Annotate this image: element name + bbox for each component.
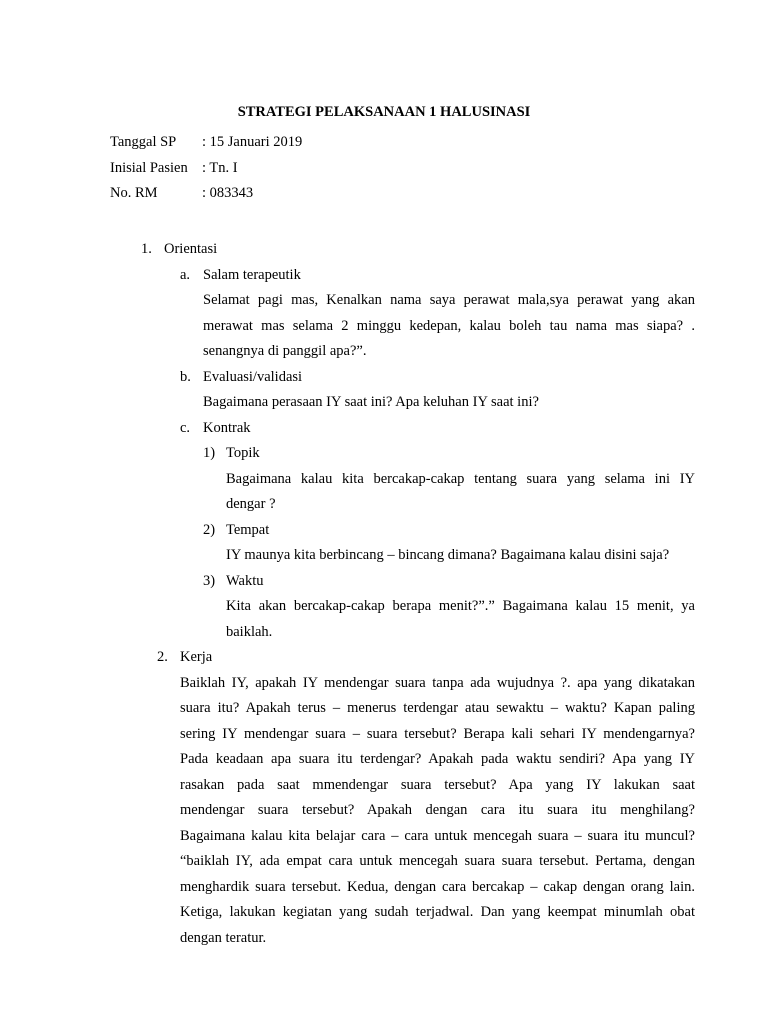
- section-heading: Orientasi: [164, 241, 218, 257]
- meta-label: Inisial Pasien: [110, 159, 188, 176]
- list-marker: b.: [180, 368, 191, 385]
- list-number: 2.: [157, 649, 168, 665]
- subsection-heading: Evaluasi/validasi: [203, 368, 303, 385]
- evaluasi-paragraph: [0, 390, 768, 416]
- section-kerja-heading: [0, 645, 768, 671]
- paragraph-line: Pada keadaan apa suara itu terdengar? Apakah pada waktu sendiri? Apa yang IY: [180, 751, 695, 767]
- subsection-evaluasi-heading: [0, 365, 768, 391]
- list-marker: 1): [203, 445, 216, 461]
- paragraph-line: dengan teratur.: [180, 929, 267, 946]
- paragraph-line: Bagaimana kalau kita bercakap-cakap tentang suara yang selama ini IY: [226, 470, 695, 487]
- paragraph-line: sering IY mendengar suara – suara tersebut? Berapa kali sehari IY mendengarnya?: [180, 725, 695, 742]
- meta-row-inisial: [110, 156, 302, 182]
- paragraph-line: dengar ?: [226, 496, 276, 512]
- section-orientasi-heading: [0, 237, 768, 263]
- salam-paragraph: [0, 288, 768, 365]
- patient-info: [110, 130, 302, 207]
- paragraph-line: menghardik suara tersebut. Kedua, dengan cara bercakap – cakap dengan orang lain.: [180, 878, 695, 895]
- meta-row-tanggal: [110, 130, 302, 156]
- list-marker: 2): [203, 521, 216, 538]
- paragraph-line: merawat mas selama 2 minggu kedepan, kalau boleh tau nama mas siapa? .: [203, 317, 695, 334]
- paragraph-line: “baiklah IY, ada empat cara untuk mencegah suara suara tersebut. Pertama, dengan: [180, 853, 695, 869]
- paragraph-line: Ketiga, lakukan kegiatan yang sudah terjadwal. Dan yang keempat minumlah obat: [180, 904, 695, 920]
- subsection-kontrak-heading: [0, 416, 768, 442]
- paragraph-line: IY maunya kita berbincang – bincang dimana? Bagaimana kalau disini saja?: [226, 547, 670, 563]
- document-title: STRATEGI PELAKSANAAN 1 HALUSINASI: [237, 104, 531, 120]
- kerja-paragraph: [0, 671, 768, 952]
- paragraph-line: baiklah.: [226, 623, 273, 640]
- list-number: 1.: [141, 241, 152, 257]
- paragraph-line: suara itu? Apakah terus – menerus terdengar atau sewaktu – waktu? Kapan paling: [180, 700, 695, 716]
- meta-value: : Tn. I: [202, 159, 238, 176]
- topik-paragraph: [0, 467, 768, 518]
- item-heading: Topik: [226, 445, 260, 461]
- list-marker: c.: [180, 419, 191, 436]
- paragraph-line: Baiklah IY, apakah IY mendengar suara tanpa ada wujudnya ?. apa yang dikatakan: [180, 674, 695, 691]
- document-body: [0, 237, 768, 951]
- item-waktu-heading: [0, 569, 768, 595]
- tempat-paragraph: [0, 543, 768, 569]
- item-heading: Tempat: [226, 521, 270, 538]
- subsection-heading: Kontrak: [203, 419, 251, 436]
- item-heading: Waktu: [226, 572, 264, 589]
- list-marker: a.: [180, 266, 191, 283]
- list-marker: 3): [203, 572, 216, 589]
- paragraph-line: Selamat pagi mas, Kenalkan nama saya perawat mala,sya perawat yang akan: [203, 292, 695, 308]
- meta-row-rm: [110, 181, 302, 207]
- subsection-salam-heading: [0, 263, 768, 289]
- waktu-paragraph: [0, 594, 768, 645]
- item-topik-heading: [0, 441, 768, 467]
- meta-label: No. RM: [110, 185, 158, 201]
- meta-value: : 083343: [202, 185, 254, 201]
- section-heading: Kerja: [180, 649, 213, 665]
- meta-label: Tanggal SP: [110, 134, 177, 150]
- paragraph-line: rasakan pada saat mmendengar suara tersebut? Apa yang IY lakukan saat: [180, 776, 695, 793]
- paragraph-line: Bagaimana perasaan IY saat ini? Apa keluhan IY saat ini?: [203, 394, 539, 410]
- meta-value: : 15 Januari 2019: [202, 134, 303, 150]
- paragraph-line: Kita akan bercakap-cakap berapa menit?”.” Bagaimana kalau 15 menit, ya: [226, 598, 695, 614]
- paragraph-line: mendengar suara tersebut? Apakah dengan cara itu suara itu menghilang?: [180, 802, 695, 818]
- paragraph-line: Bagaimana kalau kita belajar cara – cara untuk mencegah suara – suara itu muncul?: [180, 827, 695, 844]
- subsection-heading: Salam terapeutik: [203, 266, 301, 283]
- item-tempat-heading: [0, 518, 768, 544]
- paragraph-line: senangnya di panggil apa?”.: [203, 343, 367, 359]
